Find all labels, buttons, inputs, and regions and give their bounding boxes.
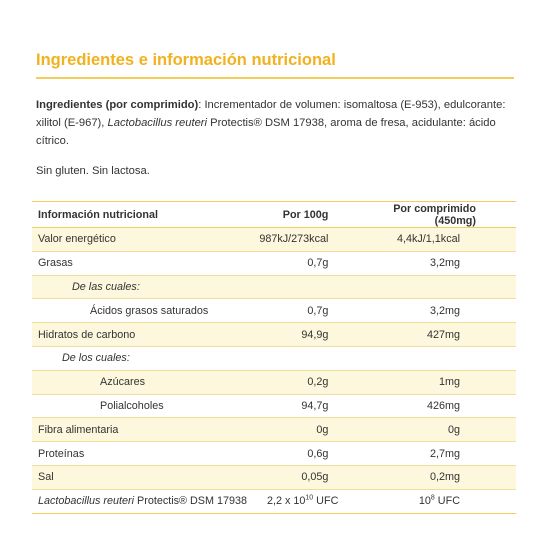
row-per-tablet: 427mg [426, 328, 460, 341]
row-label: Polialcoholes [100, 399, 164, 412]
table-row [32, 251, 516, 275]
per100-exponent: 10 [305, 494, 314, 502]
table-row [32, 346, 516, 370]
row-per100 [251, 489, 378, 513]
table-row [32, 418, 516, 442]
row-label: Azúcares [100, 376, 146, 389]
table-row [32, 228, 516, 252]
row-label: Hidratos de carbono [38, 328, 136, 341]
table-row-probiotic [32, 489, 516, 513]
row-per-tablet: 0g [447, 423, 460, 436]
row-per100: 0,2g [307, 376, 329, 389]
ingredients-text-a: : Incrementador de volumen: isomaltosa (E-953), edulcorante: xilitol (E-967), [36, 99, 506, 129]
row-label: Valor energético [38, 233, 116, 246]
table-row [32, 465, 516, 489]
per100-unit: UFC [313, 495, 339, 508]
table-row [32, 370, 516, 394]
row-label [32, 489, 251, 513]
table-row [32, 275, 516, 299]
row-per100: 0,7g [307, 257, 329, 270]
row-label: Ácidos grasos saturados [90, 304, 209, 317]
row-per100: 0g [316, 423, 329, 436]
row-per-tablet [378, 346, 516, 370]
row-label: Fibra alimentaria [38, 423, 119, 436]
free-from-note: Sin gluten. Sin lactosa. [36, 165, 150, 177]
probiotic-name-rest: Protectis® DSM 17938 [134, 495, 248, 508]
header-per-100g: Por 100g [282, 208, 329, 221]
nutrition-table [32, 201, 516, 514]
title-divider [36, 77, 514, 79]
per100-base: 2,2 x 10 [266, 495, 306, 508]
row-per100: 94,7g [301, 399, 329, 412]
probiotic-name-italic: Lactobacillus reuteri [38, 495, 135, 508]
per-tablet-unit: UFC [434, 495, 460, 508]
table-header-row [32, 202, 516, 228]
ingredients-italic: Lactobacillus reuteri [107, 117, 207, 129]
row-per-tablet: 2,7mg [429, 447, 460, 460]
row-label: Sal [38, 471, 54, 484]
row-per-tablet [378, 489, 516, 513]
row-per100: 0,7g [307, 304, 329, 317]
ingredients-label: Ingredientes (por comprimido) [36, 99, 199, 111]
row-label: Grasas [38, 257, 73, 270]
table-row [32, 299, 516, 323]
ingredients-paragraph [36, 96, 518, 150]
ingredients-text-b: Protectis® DSM 17938, aroma de fresa, acidulante: ácido cítrico. [36, 117, 496, 147]
row-label: De las cuales: [72, 280, 140, 293]
table-row [32, 442, 516, 466]
per-tablet-base: 10 [418, 495, 431, 508]
row-per100 [251, 346, 378, 370]
table-row [32, 394, 516, 418]
row-per100: 94,9g [301, 328, 329, 341]
section-title: Ingredientes e información nutricional [36, 51, 336, 69]
header-nutrition-info: Información nutricional [38, 208, 158, 221]
row-per-tablet: 3,2mg [429, 304, 460, 317]
row-label: De los cuales: [62, 352, 130, 365]
per-tablet-exponent: 8 [430, 494, 435, 502]
row-per-tablet: 1mg [438, 376, 460, 389]
row-per100: 987kJ/273kcal [259, 233, 329, 246]
row-per100: 0,05g [301, 471, 329, 484]
row-per100: 0,6g [307, 447, 329, 460]
row-per-tablet: 426mg [426, 399, 460, 412]
row-per-tablet [378, 275, 516, 299]
row-per-tablet: 0,2mg [429, 471, 460, 484]
row-label: Proteínas [38, 447, 85, 460]
row-per-tablet: 4,4kJ/1,1kcal [396, 233, 460, 246]
table-row [32, 323, 516, 347]
row-per-tablet: 3,2mg [429, 257, 460, 270]
header-per-tablet: Por comprimido (450mg) [393, 202, 476, 227]
row-per100 [251, 275, 378, 299]
